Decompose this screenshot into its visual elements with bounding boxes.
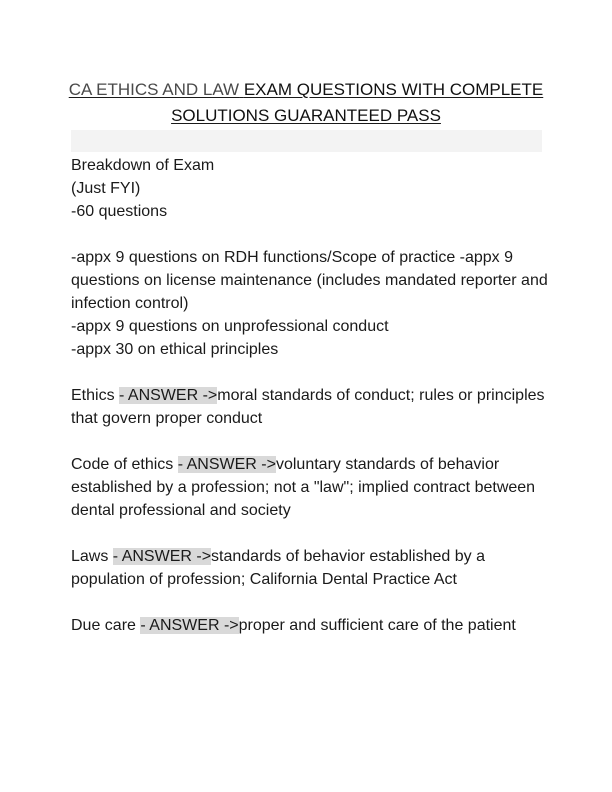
document-body — [71, 154, 551, 637]
answer-marker: - ANSWER -> — [112, 548, 212, 565]
highlight-band — [71, 130, 542, 152]
title-part-1: CA ETHICS AND LAW — [68, 80, 240, 99]
breakdown-total: -60 questions — [71, 203, 168, 220]
qa-answer: moral standards of conduct; rules or principles that govern proper conduct — [71, 387, 545, 427]
breakdown-item: -appx 9 questions on unprofessional conduct — [71, 318, 389, 335]
qa-term: Ethics — [71, 387, 120, 404]
qa-item — [71, 384, 551, 430]
qa-item — [71, 453, 551, 522]
qa-term: Code of ethics — [71, 456, 178, 473]
answer-marker: - ANSWER -> — [140, 617, 239, 634]
answer-marker: - ANSWER -> — [177, 456, 276, 473]
breakdown-heading: Breakdown of Exam — [71, 157, 215, 174]
document-title — [60, 77, 552, 129]
breakdown-note: (Just FYI) — [71, 180, 141, 197]
qa-item — [71, 614, 551, 637]
answer-marker: - ANSWER -> — [119, 387, 218, 404]
qa-term: Due care — [71, 617, 141, 634]
qa-item — [71, 545, 551, 591]
breakdown-item: -appx 9 questions on RDH functions/Scope of practice -appx 9 questions on license maintenance (includes mandated reporter and infection control) — [71, 249, 548, 312]
qa-answer: proper and sufficient care of the patient — [238, 617, 516, 634]
qa-answer: voluntary standards of behavior established by a profession; not a "law"; implied contract between dental professional and society — [71, 456, 536, 519]
title-part-2: EXAM QUESTIONS WITH COMPLETE SOLUTIONS GUARANTEED PASS — [171, 80, 544, 125]
qa-answer: standards of behavior established by a population of profession; California Dental Practice Act — [71, 548, 485, 588]
qa-term: Laws — [71, 548, 113, 565]
breakdown-item: -appx 30 on ethical principles — [71, 341, 279, 358]
